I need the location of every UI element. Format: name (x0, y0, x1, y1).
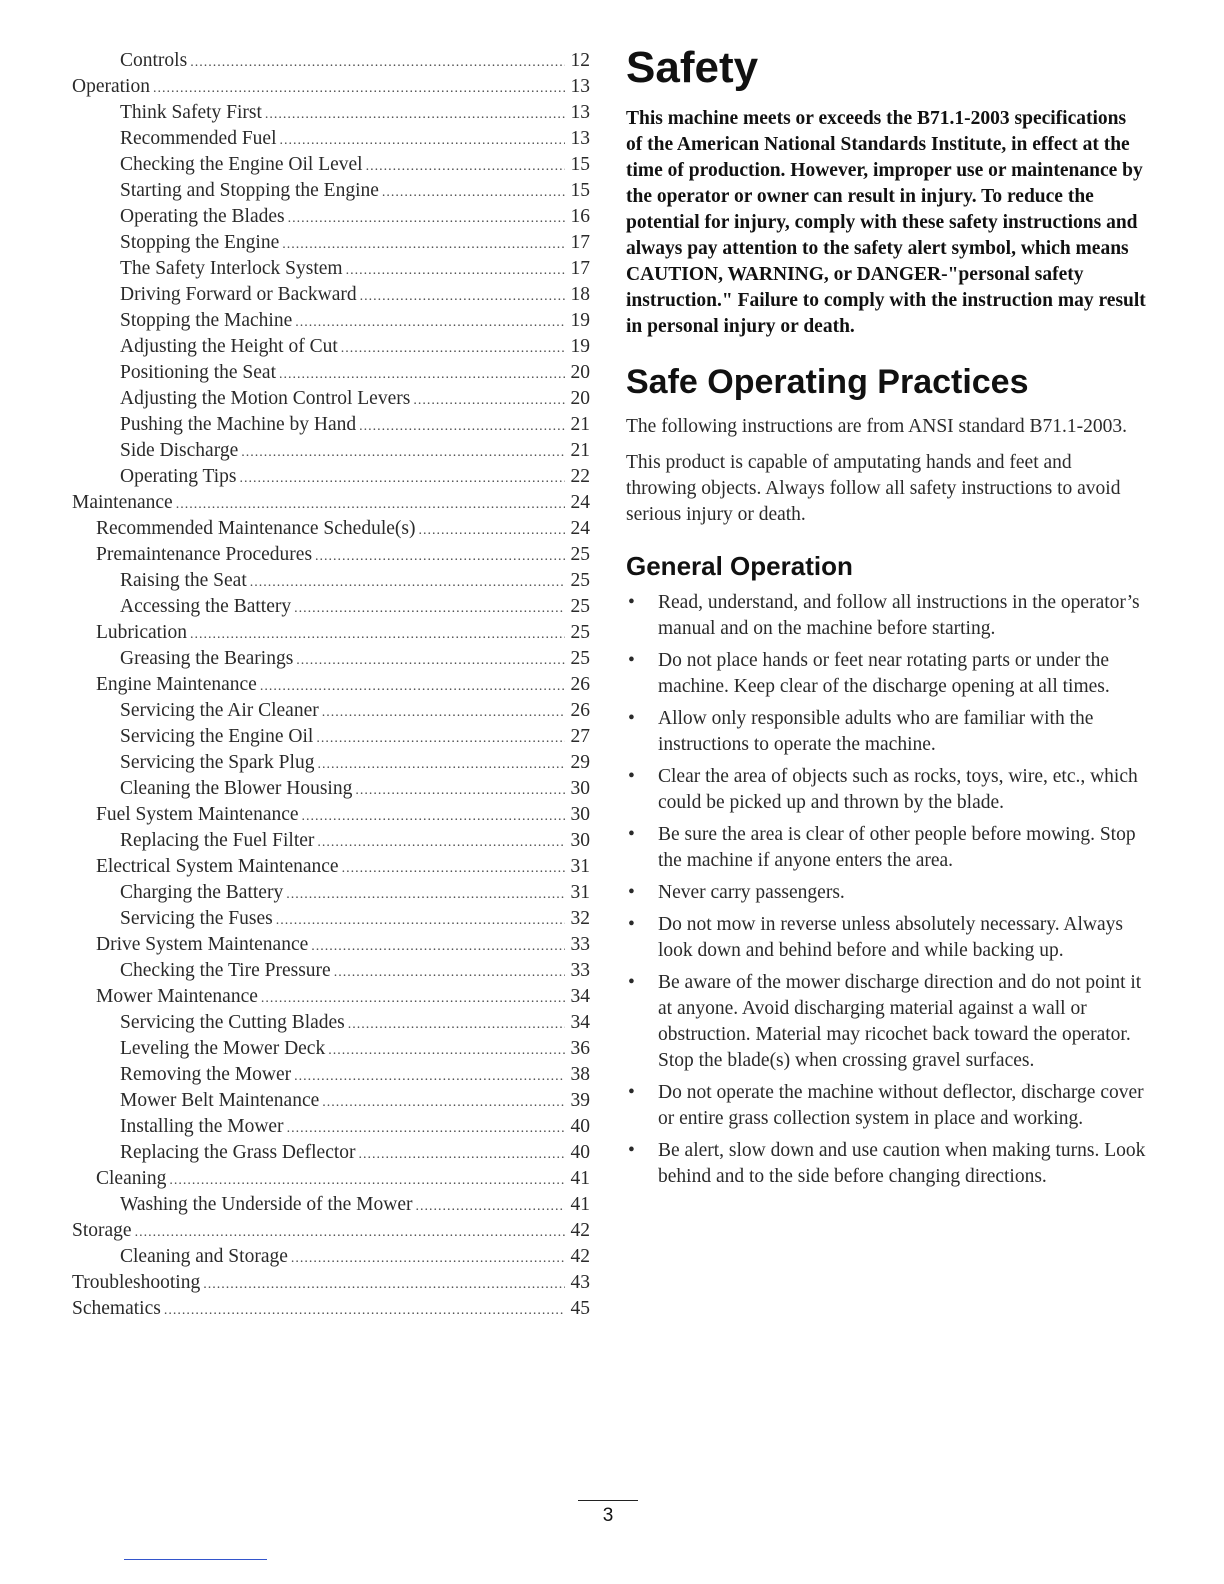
toc-entry[interactable] (72, 568, 590, 594)
bullet-icon: • (628, 972, 635, 993)
list-item-text: Allow only responsible adults who are familiar with the instructions to operate the machine. (658, 708, 1094, 755)
toc-entry[interactable] (72, 360, 590, 386)
toc-entry[interactable] (72, 620, 590, 646)
toc-dot-leader (348, 1012, 565, 1038)
toc-dot-leader (169, 1168, 565, 1194)
list-item-text: Be alert, slow down and use caution when making turns. Look behind and to the side before changing directions. (658, 1140, 1146, 1187)
bullet-icon: • (628, 824, 635, 845)
footer-rule (578, 1500, 638, 1501)
safety-column (626, 40, 1146, 1196)
toc-entry-page: 26 (570, 700, 590, 721)
toc-entry-page: 16 (570, 206, 590, 227)
toc-dot-leader (291, 1246, 565, 1272)
toc-entry-title: Servicing the Air Cleaner (120, 700, 319, 721)
toc-entry[interactable] (72, 984, 590, 1010)
toc-entry-page: 18 (570, 284, 590, 305)
toc-dot-leader (328, 1038, 565, 1064)
toc-entry-page: 15 (570, 154, 590, 175)
toc-entry[interactable] (72, 542, 590, 568)
toc-entry-title: Storage (72, 1220, 132, 1241)
toc-entry-page: 19 (570, 336, 590, 357)
toc-entry[interactable] (72, 490, 590, 516)
toc-entry[interactable] (72, 1062, 590, 1088)
toc-entry-page: 13 (570, 102, 590, 123)
toc-entry-title: Recommended Fuel (120, 128, 277, 149)
toc-entry[interactable] (72, 750, 590, 776)
toc-entry-title: Checking the Engine Oil Level (120, 154, 363, 175)
toc-dot-leader (315, 544, 565, 570)
toc-entry-title: Replacing the Grass Deflector (120, 1142, 356, 1163)
toc-entry-page: 42 (570, 1220, 590, 1241)
toc-entry-title: Pushing the Machine by Hand (120, 414, 357, 435)
toc-dot-leader (322, 700, 565, 726)
toc-entry-page: 13 (570, 76, 590, 97)
toc-entry-title: Controls (120, 50, 188, 71)
toc-entry[interactable] (72, 880, 590, 906)
toc-entry-title: Washing the Underside of the Mower (120, 1194, 413, 1215)
toc-dot-leader (241, 440, 565, 466)
toc-dot-leader (317, 830, 565, 856)
toc-entry-page: 21 (570, 440, 590, 461)
toc-entry-page: 39 (570, 1090, 590, 1111)
toc-dot-leader (239, 466, 565, 492)
toc-dot-leader (294, 1064, 565, 1090)
toc-entry-title: Accessing the Battery (120, 596, 292, 617)
toc-entry-page: 31 (570, 882, 590, 903)
toc-entry[interactable] (72, 594, 590, 620)
list-item (626, 1138, 1146, 1190)
toc-entry-title: The Safety Interlock System (120, 258, 343, 279)
toc-entry-title: Side Discharge (120, 440, 239, 461)
toc-entry[interactable] (72, 74, 590, 100)
toc-dot-leader (296, 648, 565, 674)
toc-entry[interactable] (72, 776, 590, 802)
toc-entry-page: 17 (570, 258, 590, 279)
toc-entry[interactable] (72, 1114, 590, 1140)
toc-entry-page: 34 (570, 986, 590, 1007)
toc-dot-leader (164, 1298, 565, 1324)
safety-intro: This machine meets or exceeds the B71.1-2003 specifications of the American National Standards Institute, in effect at the time of production. However, improper use or maintenance by the operator or owner can result in injury. To reduce the potential for injury, comply with these safety instructions and always pay attention to the safety alert symbol, which means CAUTION, WARNING, or DANGER-"personal safety instruction." Failure to comply with the instruction may result in personal injury or death. (626, 108, 1146, 337)
toc-entry-title: Leveling the Mower Deck (120, 1038, 326, 1059)
toc-entry-page: 33 (570, 960, 590, 981)
toc-entry-page: 20 (570, 388, 590, 409)
toc-dot-leader (311, 934, 565, 960)
toc-entry-page: 19 (570, 310, 590, 331)
toc-entry-page: 25 (570, 544, 590, 565)
toc-entry-page: 42 (570, 1246, 590, 1267)
toc-entry[interactable] (72, 1270, 590, 1296)
toc-entry-page: 25 (570, 622, 590, 643)
toc-entry-title: Operating the Blades (120, 206, 285, 227)
toc-entry-page: 40 (570, 1142, 590, 1163)
toc-entry[interactable] (72, 698, 590, 724)
toc-entry[interactable] (72, 1218, 590, 1244)
toc-dot-leader (316, 726, 565, 752)
toc-dot-leader (250, 570, 565, 596)
toc-entry[interactable] (72, 256, 590, 282)
list-item (626, 822, 1146, 874)
toc-entry[interactable] (72, 126, 590, 152)
toc-dot-leader (382, 180, 565, 206)
toc-entry-title: Starting and Stopping the Engine (120, 180, 379, 201)
toc-entry[interactable] (72, 1192, 590, 1218)
toc-dot-leader (276, 908, 565, 934)
toc-entry-title: Schematics (72, 1298, 161, 1319)
safety-heading: Safety (626, 43, 759, 92)
toc-entry-title: Lubrication (96, 622, 187, 643)
list-item (626, 764, 1146, 816)
toc-entry-title: Greasing the Bearings (120, 648, 294, 669)
toc-entry[interactable] (72, 646, 590, 672)
bullet-icon: • (628, 1140, 635, 1161)
toc-entry[interactable] (72, 1140, 590, 1166)
toc-entry-page: 30 (570, 804, 590, 825)
toc-dot-leader (203, 1272, 565, 1298)
toc-dot-leader (355, 778, 565, 804)
toc-entry-title: Engine Maintenance (96, 674, 257, 695)
toc-dot-leader (190, 622, 565, 648)
toc-entry[interactable] (72, 230, 590, 256)
toc-entry-page: 40 (570, 1116, 590, 1137)
toc-entry[interactable] (72, 1296, 590, 1322)
toc-entry-title: Cleaning the Blower Housing (120, 778, 353, 799)
bullet-icon: • (628, 650, 635, 671)
toc-dot-leader (286, 882, 565, 908)
toc-entry[interactable] (72, 802, 590, 828)
toc-entry-title: Recommended Maintenance Schedule(s) (96, 518, 416, 539)
toc-entry-page: 25 (570, 570, 590, 591)
toc-entry-title: Electrical System Maintenance (96, 856, 339, 877)
toc-entry-page: 24 (570, 492, 590, 513)
toc-entry-title: Installing the Mower (120, 1116, 284, 1137)
toc-dot-leader (135, 1220, 565, 1246)
toc-entry-title: Checking the Tire Pressure (120, 960, 331, 981)
toc-entry[interactable] (72, 48, 590, 74)
toc-entry[interactable] (72, 178, 590, 204)
toc-entry[interactable] (72, 724, 590, 750)
list-item (626, 706, 1146, 758)
toc-dot-leader (360, 284, 565, 310)
toc-entry-title: Premaintenance Procedures (96, 544, 313, 565)
toc-dot-leader (342, 856, 565, 882)
list-item-text: Read, understand, and follow all instructions in the operator’s manual and on the machine before starting. (658, 592, 1140, 639)
toc-dot-leader (322, 1090, 565, 1116)
general-operation-list (626, 590, 1146, 1190)
toc-entry[interactable] (72, 516, 590, 542)
toc-dot-leader (295, 310, 565, 336)
toc-dot-leader (282, 232, 565, 258)
toc-entry[interactable] (72, 438, 590, 464)
toc-entry-title: Positioning the Seat (120, 362, 276, 383)
toc-entry[interactable] (72, 1010, 590, 1036)
toc-entry-page: 26 (570, 674, 590, 695)
toc-entry-page: 12 (570, 50, 590, 71)
toc-dot-leader (280, 128, 565, 154)
amputation-warning: This product is capable of amputating hands and feet and throwing objects. Always follow all safety instructions to avoid serious injury or death. (626, 452, 1121, 525)
list-item (626, 648, 1146, 700)
toc-entry-page: 25 (570, 596, 590, 617)
toc-dot-leader (366, 154, 565, 180)
toc-entry-title: Mower Maintenance (96, 986, 258, 1007)
toc-entry-page: 25 (570, 648, 590, 669)
toc-dot-leader (359, 1142, 565, 1168)
toc-entry-page: 43 (570, 1272, 590, 1293)
list-item-text: Clear the area of objects such as rocks, toys, wire, etc., which could be picked up and thrown by the blade. (658, 766, 1138, 813)
ansi-note: The following instructions are from ANSI standard B71.1-2003. (626, 416, 1127, 437)
toc-entry-title: Cleaning and Storage (120, 1246, 288, 1267)
list-item (626, 880, 1146, 906)
toc-entry[interactable] (72, 204, 590, 230)
toc-entry[interactable] (72, 1166, 590, 1192)
list-item (626, 1080, 1146, 1132)
toc-entry[interactable] (72, 1088, 590, 1114)
toc-entry[interactable] (72, 464, 590, 490)
toc-entry-page: 36 (570, 1038, 590, 1059)
toc-entry[interactable] (72, 1036, 590, 1062)
footer-link-underline (124, 1559, 267, 1560)
toc-entry[interactable] (72, 386, 590, 412)
toc-dot-leader (346, 258, 565, 284)
toc-entry-title: Fuel System Maintenance (96, 804, 299, 825)
list-item-text: Do not operate the machine without deflector, discharge cover or entire grass collection system in place and working. (658, 1082, 1144, 1129)
list-item-text: Do not mow in reverse unless absolutely necessary. Always look down and behind before and while backing up. (658, 914, 1124, 961)
toc-entry[interactable] (72, 828, 590, 854)
toc-entry-title: Operation (72, 76, 150, 97)
bullet-icon: • (628, 708, 635, 729)
toc-entry-title: Adjusting the Motion Control Levers (120, 388, 411, 409)
toc-entry-title: Charging the Battery (120, 882, 284, 903)
toc-entry-title: Servicing the Fuses (120, 908, 273, 929)
toc-entry-page: 41 (570, 1168, 590, 1189)
toc-entry-title: Stopping the Machine (120, 310, 293, 331)
toc-entry[interactable] (72, 1244, 590, 1270)
toc-entry-page: 32 (570, 908, 590, 929)
toc-dot-leader (418, 518, 565, 544)
toc-entry-page: 21 (570, 414, 590, 435)
toc-entry-page: 33 (570, 934, 590, 955)
toc-entry-title: Stopping the Engine (120, 232, 280, 253)
toc-entry-title: Removing the Mower (120, 1064, 292, 1085)
toc-dot-leader (190, 50, 565, 76)
toc-entry-page: 30 (570, 778, 590, 799)
toc-entry-page: 30 (570, 830, 590, 851)
list-item-text: Be aware of the mower discharge direction and do not point it at anyone. Avoid discharging material against a wall or obstruction. Material may ricochet back toward the operator. Stop the blade(s) when crossing gravel surfaces. (658, 972, 1142, 1071)
bullet-icon: • (628, 766, 635, 787)
toc-entry[interactable] (72, 672, 590, 698)
toc-dot-leader (176, 492, 565, 518)
toc-entry-page: 34 (570, 1012, 590, 1033)
toc-entry-page: 31 (570, 856, 590, 877)
toc-entry-page: 41 (570, 1194, 590, 1215)
toc-entry[interactable] (72, 308, 590, 334)
toc-entry[interactable] (72, 334, 590, 360)
toc-dot-leader (413, 388, 565, 414)
bullet-icon: • (628, 882, 635, 903)
table-of-contents (72, 48, 590, 1322)
toc-entry-title: Troubleshooting (72, 1272, 201, 1293)
list-item (626, 912, 1146, 964)
bullet-icon: • (628, 592, 635, 613)
toc-entry-title: Adjusting the Height of Cut (120, 336, 338, 357)
bullet-icon: • (628, 1082, 635, 1103)
toc-entry-page: 15 (570, 180, 590, 201)
toc-entry-title: Mower Belt Maintenance (120, 1090, 320, 1111)
toc-entry[interactable] (72, 958, 590, 984)
toc-entry-title: Think Safety First (120, 102, 262, 123)
toc-entry-title: Raising the Seat (120, 570, 247, 591)
toc-dot-leader (261, 986, 565, 1012)
toc-entry-page: 24 (570, 518, 590, 539)
list-item (626, 970, 1146, 1074)
toc-entry-page: 13 (570, 128, 590, 149)
list-item-text: Do not place hands or feet near rotating parts or under the machine. Keep clear of the discharge opening at all times. (658, 650, 1110, 697)
toc-entry-title: Maintenance (72, 492, 173, 513)
toc-entry[interactable] (72, 152, 590, 178)
toc-dot-leader (279, 362, 565, 388)
toc-entry-title: Servicing the Engine Oil (120, 726, 314, 747)
general-operation-heading: General Operation (626, 551, 853, 581)
list-item-text: Never carry passengers. (658, 882, 845, 903)
toc-entry[interactable] (72, 282, 590, 308)
toc-entry-page: 29 (570, 752, 590, 773)
toc-entry-title: Drive System Maintenance (96, 934, 309, 955)
toc-entry[interactable] (72, 906, 590, 932)
safe-operating-practices-heading: Safe Operating Practices (626, 363, 1029, 401)
page-number: 3 (602, 1505, 614, 1526)
toc-entry-title: Driving Forward or Backward (120, 284, 357, 305)
toc-dot-leader (294, 596, 565, 622)
toc-dot-leader (341, 336, 565, 362)
toc-entry-title: Operating Tips (120, 466, 237, 487)
bullet-icon: • (628, 914, 635, 935)
toc-dot-leader (302, 804, 565, 830)
toc-dot-leader (265, 102, 565, 128)
toc-entry[interactable] (72, 854, 590, 880)
toc-entry-title: Replacing the Fuel Filter (120, 830, 315, 851)
toc-entry-page: 45 (570, 1298, 590, 1319)
toc-entry-title: Servicing the Spark Plug (120, 752, 315, 773)
toc-entry-page: 17 (570, 232, 590, 253)
toc-entry[interactable] (72, 412, 590, 438)
toc-dot-leader (153, 76, 565, 102)
toc-dot-leader (317, 752, 565, 778)
toc-dot-leader (260, 674, 565, 700)
list-item (626, 590, 1146, 642)
toc-dot-leader (415, 1194, 565, 1220)
list-item-text: Be sure the area is clear of other people before mowing. Stop the machine if anyone enters the area. (658, 824, 1136, 871)
toc-dot-leader (334, 960, 565, 986)
toc-entry-page: 22 (570, 466, 590, 487)
toc-entry-page: 38 (570, 1064, 590, 1085)
toc-dot-leader (287, 1116, 565, 1142)
toc-entry-title: Cleaning (96, 1168, 167, 1189)
toc-entry-page: 20 (570, 362, 590, 383)
toc-entry-page: 27 (570, 726, 590, 747)
toc-entry[interactable] (72, 100, 590, 126)
toc-dot-leader (288, 206, 565, 232)
toc-entry[interactable] (72, 932, 590, 958)
toc-dot-leader (359, 414, 565, 440)
toc-entry-title: Servicing the Cutting Blades (120, 1012, 345, 1033)
